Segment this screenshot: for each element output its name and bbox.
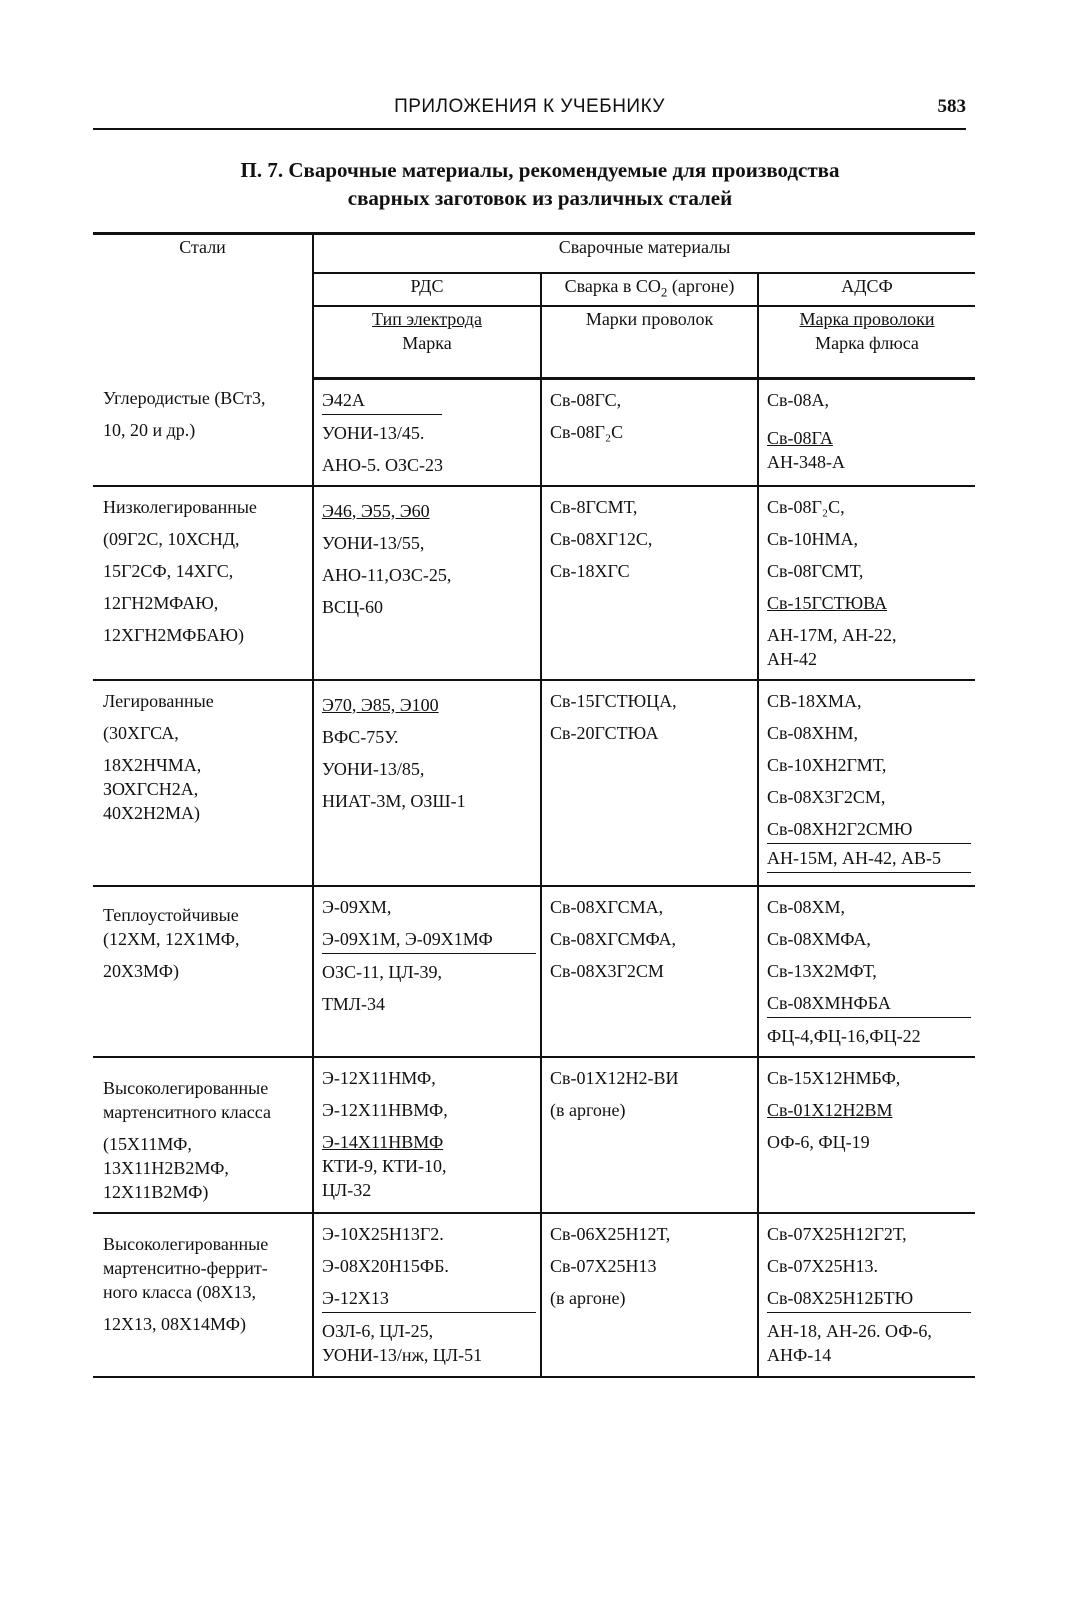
header-wire-flux: Марка проволоки Марка флюса xyxy=(758,306,975,379)
header-adsf: АДСФ xyxy=(758,273,975,306)
table-title-line-1: П. 7. Сварочные материалы, рекомендуемые для производства xyxy=(240,158,840,182)
co2-cell: Св-06Х25Н12Т, Св-07Х25Н13 (в аргоне) xyxy=(541,1213,758,1377)
header-electrode: Тип электрода Марка xyxy=(313,306,541,379)
rds-cell: Э-10Х25Н13Г2. Э-08Х20Н15ФБ. Э-12Х13 ОЗЛ-6, ЦЛ-25, УОНИ-13/нж, ЦЛ-51 xyxy=(313,1213,541,1377)
co2-cell: Св-01Х12Н2-ВИ (в аргоне) xyxy=(541,1057,758,1213)
page-number: 583 xyxy=(937,96,966,117)
header-co2: Сварка в $СО_2$ (аргоне) xyxy=(541,273,758,306)
running-title: ПРИЛОЖЕНИЯ К УЧЕБНИКУ xyxy=(394,96,665,117)
steel-cell: Высоколегированные мартенситного класса (15Х11МФ, 13Х11Н2В2МФ, 12Х11В2МФ) xyxy=(93,1057,313,1213)
steel-cell: Низколегированные (09Г2С, 10ХСНД, 15Г2СФ, 14ХГС, 12ГН2МФАЮ, 12ХГН2МФБАЮ) xyxy=(93,486,313,680)
header-wire-brands: Марки проволок xyxy=(541,306,758,379)
adsf-cell: Св-08А, Св-08ГА АН-348-А xyxy=(758,378,975,486)
steel-cell: Теплоустойчивые (12ХМ, 12Х1МФ, 20Х3МФ) xyxy=(93,886,313,1057)
welding-materials-table xyxy=(93,232,975,1378)
table-row xyxy=(93,1057,975,1213)
header-steels: Стали xyxy=(93,234,313,379)
adsf-cell: Св-07Х25Н12Г2Т, Св-07Х25Н13. Св-08Х25Н12БТЮ АН-18, АН-26. ОФ-6, АНФ-14 xyxy=(758,1213,975,1377)
co2-cell: Св-08ХГСМА, Св-08ХГСМФА, Св-08Х3Г2СМ xyxy=(541,886,758,1057)
steel-cell: Углеродистые (ВСт3, 10, 20 и др.) xyxy=(93,378,313,486)
header-rds: РДС xyxy=(313,273,541,306)
rds-cell: Э42А УОНИ-13/45. АНО-5. ОЗС-23 xyxy=(313,378,541,486)
table-row xyxy=(93,486,975,680)
co2-cell: Св-15ГСТЮЦА, Св-20ГСТЮА xyxy=(541,680,758,886)
rds-cell: Э-12Х11НМФ, Э-12Х11НВМФ, Э-14Х11НВМФ КТИ-9, КТИ-10, ЦЛ-32 xyxy=(313,1057,541,1213)
table-title-line-2: сварных заготовок из различных сталей xyxy=(347,186,733,210)
header-welding-materials: Сварочные материалы xyxy=(313,234,975,274)
table-row xyxy=(93,378,975,486)
adsf-cell: СВ-18ХМА, Св-08ХНМ, Св-10ХН2ГМТ, Св-08Х3Г2СМ, Св-08ХН2Г2СМЮ АН-15М, АН-42, АВ-5 xyxy=(758,680,975,886)
rds-cell: Э46, Э55, Э60 УОНИ-13/55, АНО-11,ОЗС-25, ВСЦ-60 xyxy=(313,486,541,680)
table-row xyxy=(93,886,975,1057)
table-row xyxy=(93,1213,975,1377)
steel-cell: Высоколегированные мартенситно-феррит- ного класса (08Х13, 12Х13, 08Х14МФ) xyxy=(93,1213,313,1377)
co2-cell: Св-08ГС, Св-08Г₂С xyxy=(541,378,758,486)
running-header xyxy=(93,92,966,130)
rds-cell: Э70, Э85, Э100 ВФС-75У. УОНИ-13/85, НИАТ-3М, ОЗШ-1 xyxy=(313,680,541,886)
adsf-cell: Св-08ХМ, Св-08ХМФА, Св-13Х2МФТ, Св-08ХМНФБА ФЦ-4,ФЦ-16,ФЦ-22 xyxy=(758,886,975,1057)
rds-cell: Э-09ХМ, Э-09Х1М, Э-09Х1МФ ОЗС-11, ЦЛ-39, ТМЛ-34 xyxy=(313,886,541,1057)
steel-cell: Легированные (30ХГСА, 18Х2НЧМА, ЗОХГСН2А, 40Х2Н2МА) xyxy=(93,680,313,886)
adsf-cell: Св-15Х12НМБФ, Св-01Х12Н2ВМ ОФ-6, ФЦ-19 xyxy=(758,1057,975,1213)
co2-cell: Св-8ГСМТ, Св-08ХГ12С, Св-18ХГС xyxy=(541,486,758,680)
table-title xyxy=(130,156,950,212)
table-row xyxy=(93,680,975,886)
adsf-cell: Св-08Г₂С, Св-10НМА, Св-08ГСМТ, Св-15ГСТЮВА АН-17М, АН-22, АН-42 xyxy=(758,486,975,680)
